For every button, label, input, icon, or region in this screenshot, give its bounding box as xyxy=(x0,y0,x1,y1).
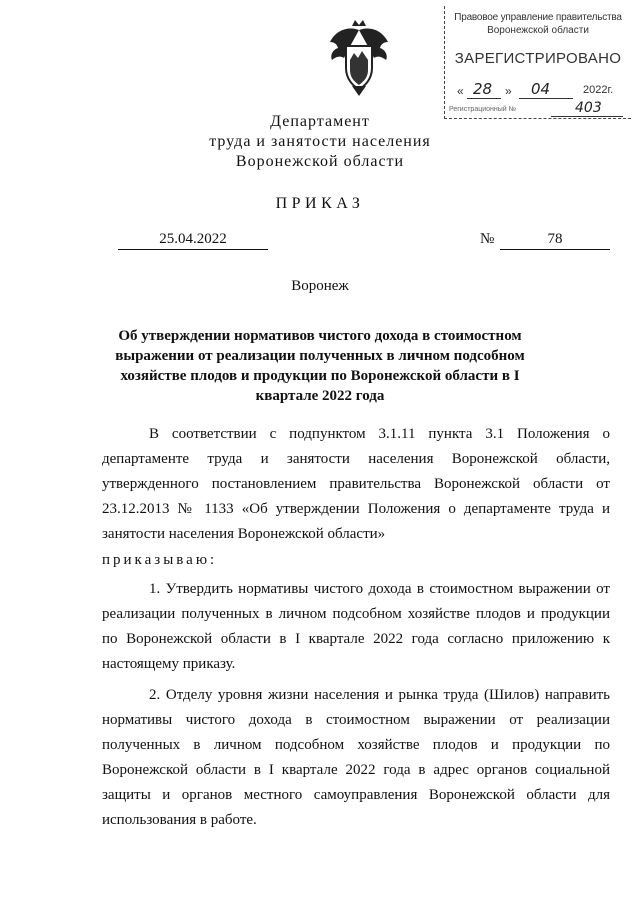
order-date: 25.04.2022 xyxy=(118,231,268,250)
preamble-line: 23.12.2013 № 1133 «Об утверждении Положения о департаменте труда и xyxy=(102,501,610,517)
preamble-line: В соответствии с подпунктом 3.1.11 пункта 3.1 Положения о xyxy=(149,426,610,442)
order-item-1 xyxy=(102,577,610,677)
order-word: приказываю: xyxy=(102,552,218,568)
preamble-line: утвержденного постановлением правительства Воронежской области от xyxy=(102,476,610,492)
stamp-quote-close: » xyxy=(505,84,512,98)
item-line: 1. Утвердить нормативы чистого дохода в стоимостном выражении от xyxy=(149,581,610,597)
number-sign: № xyxy=(480,231,495,247)
preamble-line: департаменте труда и занятости населения Воронежской области, xyxy=(102,451,610,467)
item-line: реализации полученных в личном подсобном хозяйстве плодов и продукции xyxy=(102,606,610,622)
item-line: полученных в личном подсобном хозяйстве плодов и продукции по xyxy=(102,737,610,753)
dept-name-line2: труда и занятости населения xyxy=(209,133,431,150)
coat-of-arms-icon xyxy=(328,20,390,96)
order-heading: Об утверждении нормативов чистого дохода в стоимостном выражении от реализации полученных в личном подсобном хозяйстве плодов и продукции по Воронежской области в I квартале 2022 года xyxy=(115,328,525,404)
item-line: использования в работе. xyxy=(102,812,257,828)
stamp-day: 28 xyxy=(473,80,493,98)
stamp-month-underline xyxy=(519,98,573,99)
stamp-reg-label: Регистрационный № xyxy=(449,106,517,113)
item-line: защиты и органов местного самоуправления Воронежской области для xyxy=(102,787,610,803)
stamp-region: Воронежской области xyxy=(487,25,589,36)
order-number: 78 xyxy=(500,231,610,250)
stamp-year: 2022г. xyxy=(583,84,614,96)
document-title: ПРИКАЗ xyxy=(275,195,365,212)
item-line: настоящему приказу. xyxy=(102,656,236,672)
dept-name-line1: Департамент xyxy=(270,113,370,130)
stamp-month: 04 xyxy=(531,80,551,98)
item-line: нормативы чистого дохода в стоимостном выражении от реализации xyxy=(102,712,610,728)
registration-stamp xyxy=(444,6,631,119)
preamble-line: занятости населения Воронежской области» xyxy=(102,526,386,542)
city: Воронеж xyxy=(291,278,349,294)
stamp-day-underline xyxy=(467,98,501,99)
preamble xyxy=(102,422,610,547)
order-item-2 xyxy=(102,683,610,833)
dept-name-line3: Воронежской области xyxy=(235,153,405,170)
item-line: Воронежской области в I квартале 2022 года в адрес органов социальной xyxy=(102,762,610,778)
stamp-registered: ЗАРЕГИСТРИРОВАНО xyxy=(454,50,622,67)
item-line: по Воронежской области в I квартале 2022 года согласно приложению к xyxy=(102,631,610,647)
stamp-quote-open: « xyxy=(457,84,464,98)
item-line: 2. Отделу уровня жизни населения и рынка труда (Шилов) направить xyxy=(149,687,610,703)
stamp-reg-number: 403 xyxy=(575,100,602,116)
stamp-authority: Правовое управление правительства xyxy=(454,12,622,23)
